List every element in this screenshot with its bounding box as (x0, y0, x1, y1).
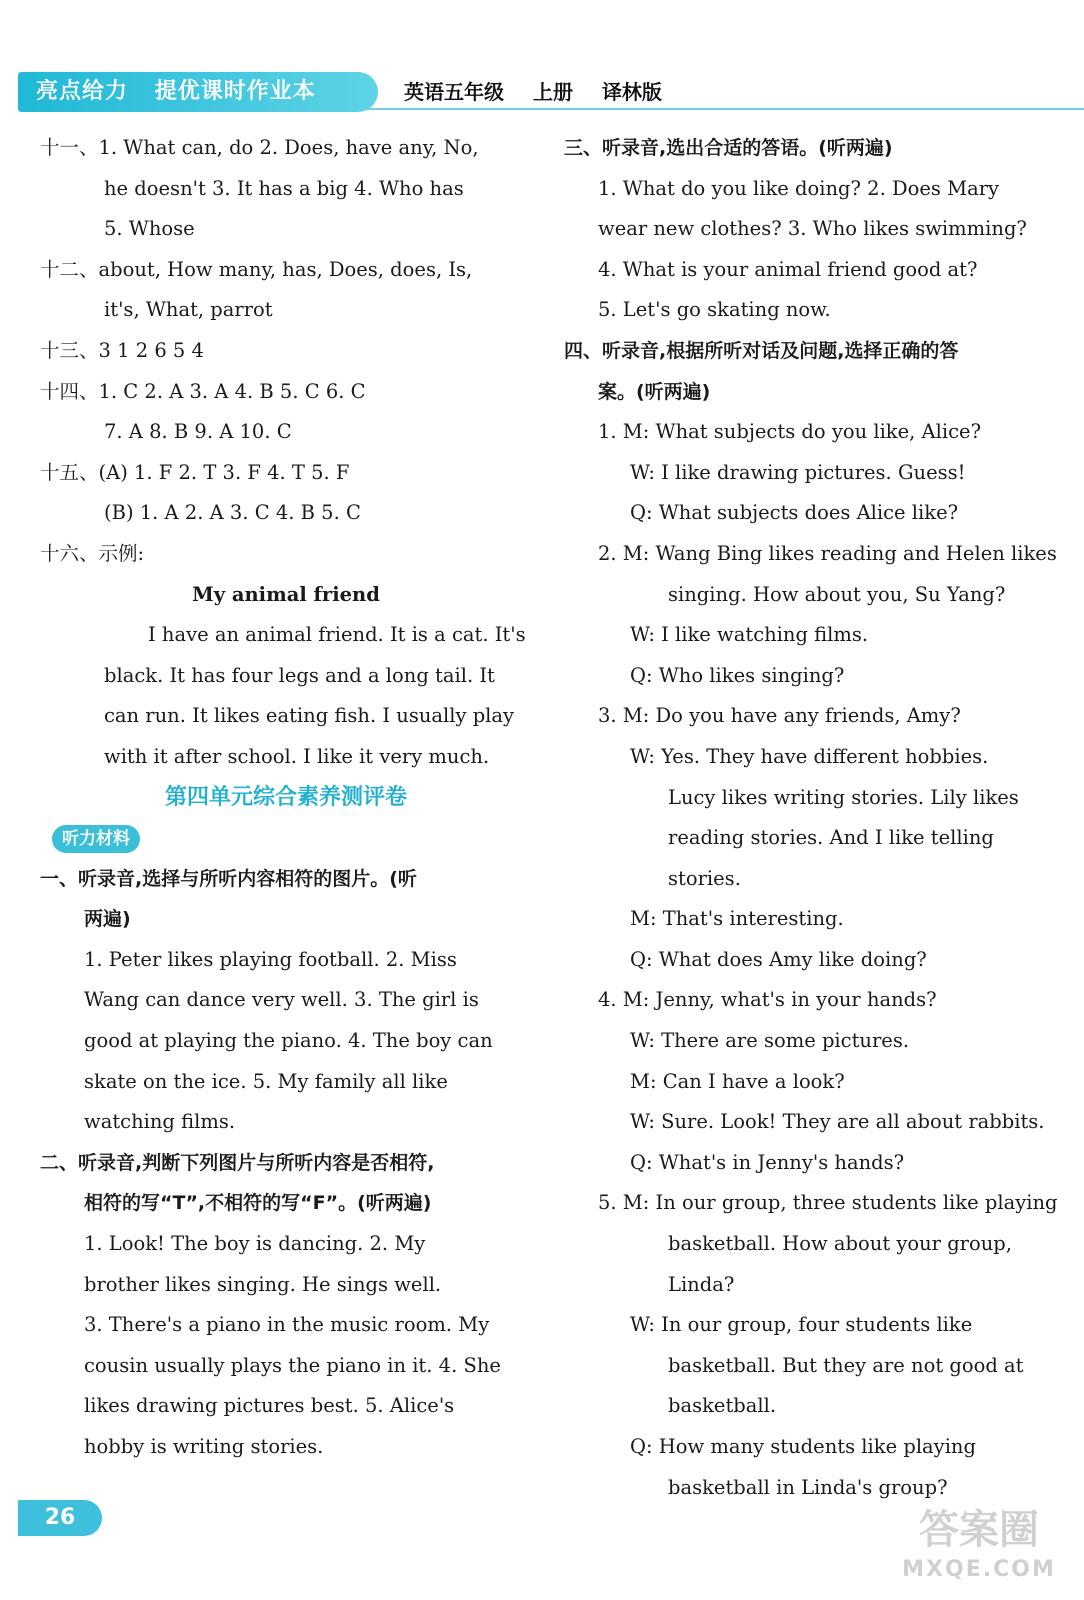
section-title: 一、听录音,选择与所听内容相符的图片。(听 (40, 867, 417, 890)
dialogue-line: reading stories. And I like telling (668, 826, 994, 850)
dialogue-line: W: In our group, four students like (630, 1313, 973, 1337)
script-line: watching films. (84, 1110, 236, 1134)
script-line: 3. There's a piano in the music room. My (84, 1313, 490, 1337)
dialogue-line: singing. How about you, Su Yang? (668, 582, 1006, 606)
answer-line: (B) 1. A 2. A 3. C 4. B 5. C (104, 501, 361, 525)
answer-line: 十四、1. C 2. A 3. A 4. B 5. C 6. C (40, 379, 366, 403)
answer-line: 5. Whose (104, 217, 195, 241)
unit-title: 第四单元综合素养测评卷 (164, 784, 407, 810)
script-line: wear new clothes? 3. Who likes swimming? (598, 217, 1027, 241)
answer-line: it's, What, parrot (104, 298, 273, 322)
watermark-url: MXQE.COM (902, 1557, 1056, 1582)
answer-line: 十五、(A) 1. F 2. T 3. F 4. T 5. F (40, 460, 350, 484)
volume-label: 上册 (532, 80, 573, 104)
left-column (40, 128, 532, 1468)
script-line: likes drawing pictures best. 5. Alice's (84, 1394, 455, 1418)
dialogue-line: W: Yes. They have different hobbies. (630, 744, 989, 768)
dialogue-line: M: That's interesting. (630, 907, 844, 931)
dialogue-line: Q: What does Amy like doing? (630, 947, 927, 971)
script-line: cousin usually plays the piano in it. 4. She (84, 1353, 501, 1377)
script-line: 4. What is your animal friend good at? (598, 257, 978, 281)
dialogue-line: basketball. But they are not good at (668, 1353, 1024, 1377)
script-line: hobby is writing stories. (84, 1435, 324, 1458)
edition-label: 译林版 (601, 80, 662, 104)
script-line: 1. What do you like doing? 2. Does Mary (598, 176, 1000, 200)
dialogue-line: basketball. (668, 1394, 777, 1418)
dialogue-line: 5. M: In our group, three students like playing (598, 1191, 1058, 1215)
badge-row (40, 818, 532, 859)
header-banner (18, 72, 378, 112)
essay-line: I have an animal friend. It is a cat. It's (148, 623, 526, 647)
dialogue-line: Q: What's in Jenny's hands? (630, 1150, 905, 1174)
dialogue-line: basketball in Linda's group? (668, 1475, 948, 1499)
essay-title: My animal friend (192, 582, 380, 606)
dialogue-line: basketball. How about your group, (668, 1232, 1012, 1256)
brand-name: 亮点给力 (36, 79, 129, 104)
dialogue-line: 1. M: What subjects do you like, Alice? (598, 420, 982, 444)
dialogue-line: Q: Who likes singing? (630, 663, 845, 687)
section-title: 二、听录音,判断下列图片与所听内容是否相符, (40, 1151, 435, 1174)
dialogue-line: M: Can I have a look? (630, 1069, 845, 1093)
dialogue-line: W: Sure. Look! They are all about rabbits. (630, 1110, 1045, 1134)
page-number: 26 (18, 1500, 102, 1536)
dialogue-line: Lucy likes writing stories. Lily likes (668, 785, 1019, 809)
answer-line: 十六、示例: (40, 541, 145, 565)
section-title: 三、听录音,选出合适的答语。(听两遍) (564, 137, 893, 159)
essay-line: with it after school. I like it very much. (104, 744, 490, 768)
answer-line: he doesn't 3. It has a big 4. Who has (104, 176, 464, 200)
right-column (564, 128, 1058, 1508)
script-line: 1. Peter likes playing football. 2. Miss (84, 947, 457, 971)
script-line: skate on the ice. 5. My family all like (84, 1069, 448, 1093)
dialogue-line: 3. M: Do you have any friends, Amy? (598, 704, 961, 728)
dialogue-line: W: There are some pictures. (630, 1029, 910, 1053)
watermark-text: 答案圈 (919, 1507, 1039, 1553)
watermark-logo (894, 1504, 1064, 1594)
script-line: brother likes singing. He sings well. (84, 1272, 442, 1296)
dialogue-line: W: I like drawing pictures. Guess! (630, 460, 966, 484)
section-title: 相符的写“T”,不相符的写“F”。(听两遍) (84, 1192, 432, 1215)
answer-line: 十二、about, How many, has, Does, does, Is, (40, 257, 473, 281)
essay-line: can run. It likes eating fish. I usually play (104, 704, 515, 728)
answer-line: 十一、1. What can, do 2. Does, have any, No, (40, 136, 479, 159)
page-header (0, 70, 1084, 114)
essay-line: black. It has four legs and a long tail. It (104, 663, 495, 687)
dialogue-line: Q: What subjects does Alice like? (630, 501, 959, 525)
dialogue-line: 2. M: Wang Bing likes reading and Helen likes (598, 541, 1057, 565)
answer-line: 7. A 8. B 9. A 10. C (104, 420, 292, 444)
script-line: 5. Let's go skating now. (598, 298, 831, 322)
section-title: 四、听录音,根据所听对话及问题,选择正确的答 (564, 339, 959, 362)
section-title: 两遍) (84, 908, 131, 931)
section-title: 案。(听两遍) (598, 380, 711, 403)
answer-line: 十三、3 1 2 6 5 4 (40, 338, 204, 362)
dialogue-line: Linda? (668, 1272, 735, 1296)
subject-label: 英语五年级 (404, 80, 504, 104)
dialogue-line: W: I like watching films. (630, 623, 869, 647)
series-name: 提优课时作业本 (154, 79, 316, 104)
script-line: Wang can dance very well. 3. The girl is (84, 988, 479, 1012)
script-line: good at playing the piano. 4. The boy can (84, 1029, 493, 1053)
header-divider (360, 108, 1084, 110)
book-info (404, 72, 684, 112)
dialogue-line: 4. M: Jenny, what's in your hands? (598, 988, 937, 1012)
dialogue-list (564, 412, 1058, 1508)
dialogue-line: Q: How many students like playing (630, 1435, 976, 1458)
dialogue-line: stories. (668, 866, 741, 890)
script-line: 1. Look! The boy is dancing. 2. My (84, 1232, 426, 1256)
listening-badge: 听力材料 (52, 825, 140, 853)
